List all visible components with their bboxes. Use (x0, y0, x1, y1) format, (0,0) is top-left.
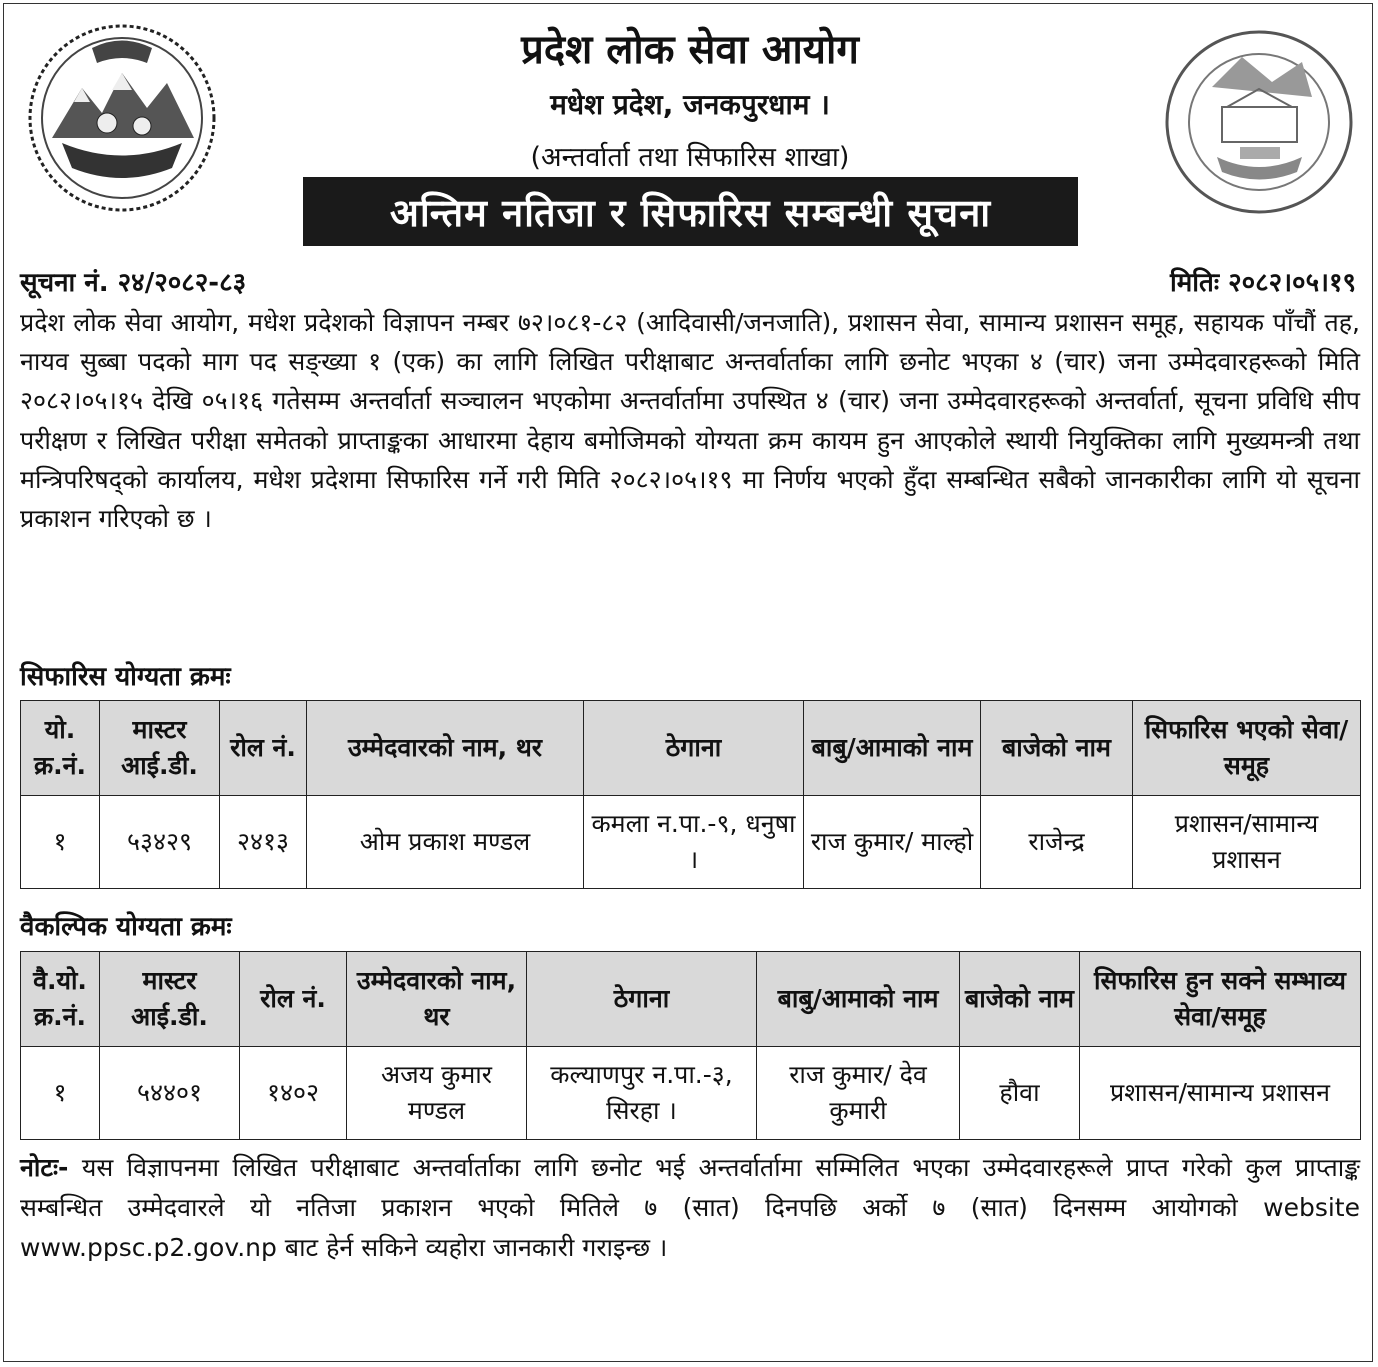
cell-master-id: ५४४०१ (100, 1047, 240, 1140)
nepal-emblem-icon (22, 18, 222, 218)
col-service-group: सिफारिस हुन सक्ने सम्भाव्य सेवा/समूह (1080, 952, 1361, 1047)
cell-serial: १ (21, 796, 100, 889)
col-address: ठेगाना (527, 952, 757, 1047)
cell-grandfather-name: हौवा (960, 1047, 1080, 1140)
cell-master-id: ५३४२९ (100, 796, 220, 889)
notice-date: मितिः २०८२।०५।१९ (1169, 268, 1356, 298)
col-roll-no: रोल नं. (240, 952, 347, 1047)
col-candidate-name: उम्मेदवारको नाम, थर (347, 952, 527, 1047)
col-serial: वै.यो. क्र.नं. (21, 952, 100, 1047)
cell-serial: १ (21, 1047, 100, 1140)
note-paragraph (20, 1148, 1360, 1268)
col-roll-no: रोल नं. (220, 701, 307, 796)
cell-grandfather-name: राजेन्द्र (981, 796, 1133, 889)
table-row (21, 1047, 1361, 1140)
commission-title: प्रदेश लोक सेवा आयोग (521, 27, 859, 73)
cell-parent-name: राज कुमार/ देव कुमारी (757, 1047, 960, 1140)
col-parent-name: बाबु/आमाको नाम (804, 701, 981, 796)
col-grandfather-name: बाजेको नाम (960, 952, 1080, 1047)
col-serial: यो. क्र.नं. (21, 701, 100, 796)
province-subtitle: मधेश प्रदेश, जनकपुरधाम । (550, 88, 830, 121)
col-master-id: मास्टर आई.डी. (100, 701, 220, 796)
note-text: यस विज्ञापनमा लिखित परीक्षाबाट अन्तर्वार्ताका लागि छनोट भई अन्तर्वार्तामा सम्मिलित भएका उम्मेदवारहरूले प्राप्त गरेको कुल प्राप्ताङ्क सम्बन्धित उम्मेदवारले यो नतिजा प्रकाशन भएको मितिले ७ (सात) दिनपछि अर्को ७ (सात) दिनसम्म आयोगको website www.ppsc.p2.gov.np बाट हेर्न सकिने व्यहोरा जानकारी गराइन्छ । (20, 1153, 1360, 1262)
alternate-table (20, 951, 1361, 1140)
col-master-id: मास्टर आई.डी. (100, 952, 240, 1047)
commission-seal-icon (1162, 27, 1357, 217)
cell-candidate-name: ओम प्रकाश मण्डल (307, 796, 584, 889)
alternate-heading: वैकल्पिक योग्यता क्रमः (20, 912, 232, 942)
cell-roll-no: १४०२ (240, 1047, 347, 1140)
col-parent-name: बाबु/आमाको नाम (757, 952, 960, 1047)
recommended-table (20, 700, 1361, 889)
col-address: ठेगाना (584, 701, 804, 796)
cell-address: कल्याणपुर न.पा.-३, सिरहा । (527, 1047, 757, 1140)
col-service-group: सिफारिस भएको सेवा/समूह (1133, 701, 1361, 796)
notice-number: सूचना नं. २४/२०८२-८३ (20, 268, 247, 298)
notice-paragraph: प्रदेश लोक सेवा आयोग, मधेश प्रदेशको विज्ञापन नम्बर ७२।०८१-८२ (आदिवासी/जनजाति), प्रशासन सेवा, सामान्य प्रशासन समूह, सहायक पाँचौं तह, नायव सुब्बा पदको माग पद सङ्ख्या १ (एक) का लागि लिखित परीक्षाबाट अन्तर्वार्ताका लागि छनोट भएका ४ (चार) जना उम्मेदवारहरूको मिति २०८२।०५।१५ देखि ०५।१६ गतेसम्म अन्तर्वार्ता सञ्चालन भएकोमा अन्तर्वार्तामा उपस्थित ४ (चार) जना उम्मेदवारहरूको अन्तर्वार्ता, सूचना प्रविधि सीप परीक्षण र लिखित परीक्षा समेतको प्राप्ताङ्कका आधारमा देहाय बमोजिमको योग्यता क्रम कायम हुन आएकोले स्थायी नियुक्तिका लागि मुख्यमन्त्री तथा मन्त्रिपरिषद्को कार्यालय, मधेश प्रदेशमा सिफारिस गर्ने गरी मिति २०८२।०५।१९ मा निर्णय भएको हुँदा सम्बन्धित सबैको जानकारीका लागि यो सूचना प्रकाशन गरिएको छ । (20, 308, 1360, 534)
note-label: नोटः- (20, 1153, 69, 1182)
cell-service-group: प्रशासन/सामान्य प्रशासन (1133, 796, 1361, 889)
col-candidate-name: उम्मेदवारको नाम, थर (307, 701, 584, 796)
cell-address: कमला न.पा.-९, धनुषा । (584, 796, 804, 889)
cell-candidate-name: अजय कुमार मण्डल (347, 1047, 527, 1140)
table-header-row (21, 952, 1361, 1047)
branch-name: (अन्तर्वार्ता तथा सिफारिस शाखा) (530, 142, 850, 173)
cell-service-group: प्रशासन/सामान्य प्रशासन (1080, 1047, 1361, 1140)
recommended-heading: सिफारिस योग्यता क्रमः (20, 662, 231, 692)
col-grandfather-name: बाजेको नाम (981, 701, 1133, 796)
notice-banner: अन्तिम नतिजा र सिफारिस सम्बन्धी सूचना (303, 177, 1078, 246)
cell-parent-name: राज कुमार/ माल्हो (804, 796, 981, 889)
cell-roll-no: २४१३ (220, 796, 307, 889)
table-row (21, 796, 1361, 889)
table-header-row (21, 701, 1361, 796)
